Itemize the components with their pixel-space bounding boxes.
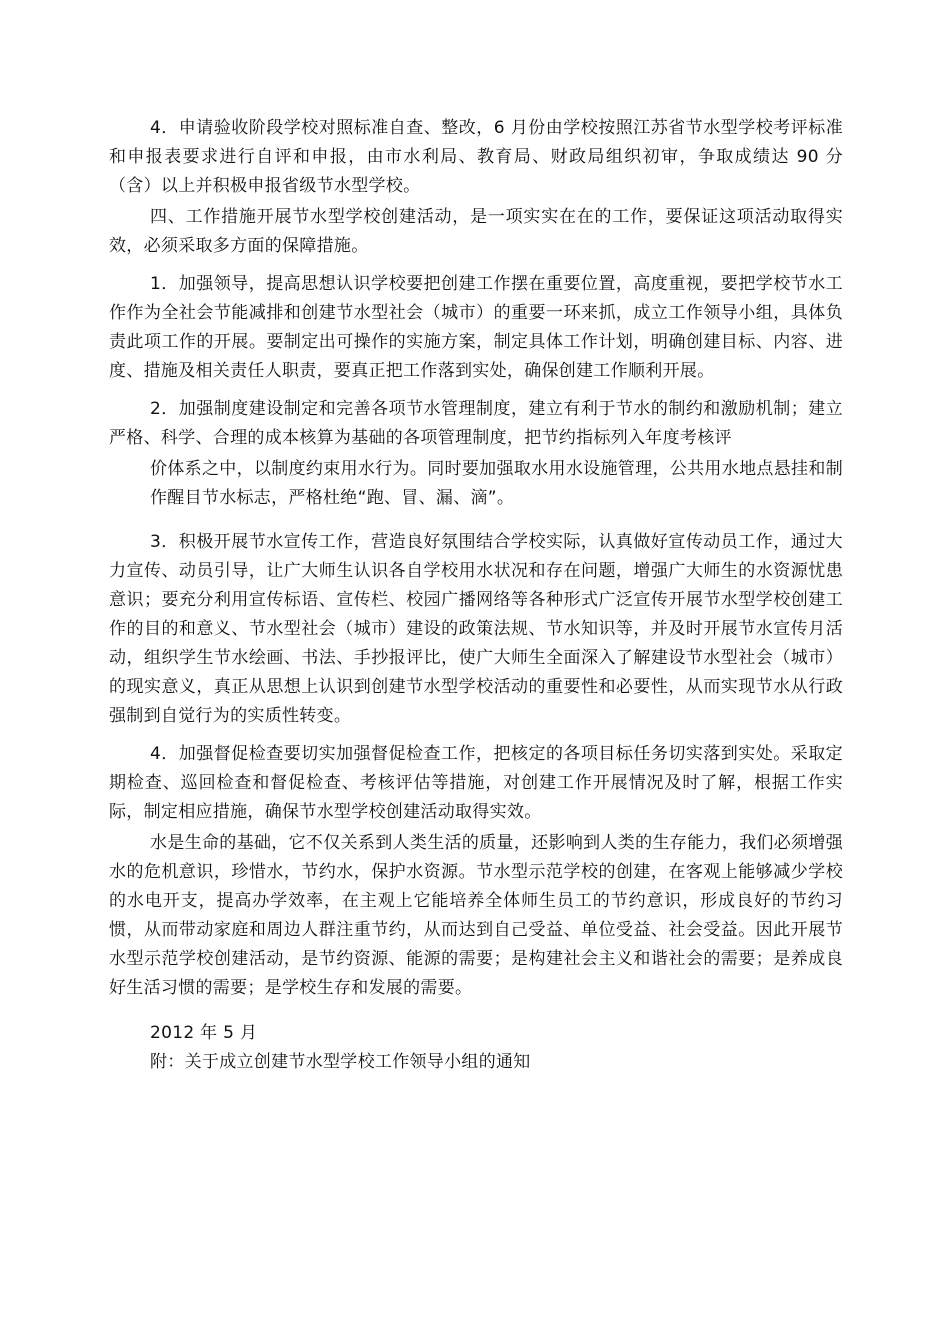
document-date: 2012 年 5 月 (150, 1023, 258, 1043)
paragraph-institution-building: 2．加强制度建设制定和完善各项节水管理制度，建立有利于节水的制约和激励机制；建立严格、科学、合理的成本核算为基础的各项管理制度，把节约指标列入年度考核评 (109, 399, 843, 448)
paragraph-strengthen-leadership: 1．加强领导，提高思想认识学校要把创建工作摆在重要位置，高度重视，要把学校节水工作作为全社会节能减排和创建节水型社会（城市）的重要一环来抓，成立工作领导小组，具体负责此项工作的开展。要制定出可操作的实施方案，制定具体工作计划，明确创建目标、内容、进度、措施及相关责任人职责，要真正把工作落到实处，确保创建工作顺利开展。 (109, 274, 843, 381)
paragraph-publicity-work: 3．积极开展节水宣传工作，营造良好氛围结合学校实际，认真做好宣传动员工作，通过大力宣传、动员引导，让广大师生认识各自学校用水状况和存在问题，增强广大师生的水资源忧患意识；要充分利用宣传标语、宣传栏、校园广播网络等各种形式广泛宣传开展节水型学校创建工作的目的和意义、节水型社会（城市）建设的政策法规、节水知识等，并及时开展节水宣传月活动，组织学生节水绘画、书法、手抄报评比，使广大师生全面深入了解建设节水型社会（城市）的现实意义，真正从思想上认识到创建节水型学校活动的重要性和必要性，从而实现节水从行政强制到自觉行为的实质性转变。 (109, 532, 843, 726)
attachment-note: 附：关于成立创建节水型学校工作领导小组的通知 (150, 1052, 531, 1072)
document-page (109, 114, 843, 1077)
paragraph-conclusion: 水是生命的基础，它不仅关系到人类生活的质量，还影响到人类的生存能力，我们必须增强水的危机意识，珍惜水，节约水，保护水资源。节水型示范学校的创建，在客观上能够减少学校的水电开支，提高办学效率，在主观上它能培养全体师生员工的节约意识，形成良好的节约习惯，从而带动家庭和周边人群注重节约，从而达到自己受益、单位受益、社会受益。因此开展节水型示范学校创建活动，是节约资源、能源的需要；是构建社会主义和谐社会的需要；是养成良好生活习惯的需要；是学校生存和发展的需要。 (109, 833, 843, 998)
paragraph-application-acceptance: 4．申请验收阶段学校对照标准自查、整改，6 月份由学校按照江苏省节水型学校考评标准和申报表要求进行自评和申报，由市水利局、教育局、财政局组织初审，争取成绩达 90 分（含）以上并积极申报省级节水型学校。 (109, 118, 843, 196)
paragraph-work-measures: 四、工作措施开展节水型学校创建活动，是一项实实在在的工作，要保证这项活动取得实效，必须采取多方面的保障措施。 (109, 207, 843, 256)
paragraph-evaluation-system: 价体系之中，以制度约束用水行为。同时要加强取水用水设施管理，公共用水地点悬挂和制作醒目节水标志，严格杜绝“跑、冒、漏、滴”。 (150, 459, 843, 508)
paragraph-supervision-inspection: 4．加强督促检查要切实加强督促检查工作，把核定的各项目标任务切实落到实处。采取定期检查、巡回检查和督促检查、考核评估等措施，对创建工作开展情况及时了解，根据工作实际，制定相应措施，确保节水型学校创建活动取得实效。 (109, 744, 843, 822)
